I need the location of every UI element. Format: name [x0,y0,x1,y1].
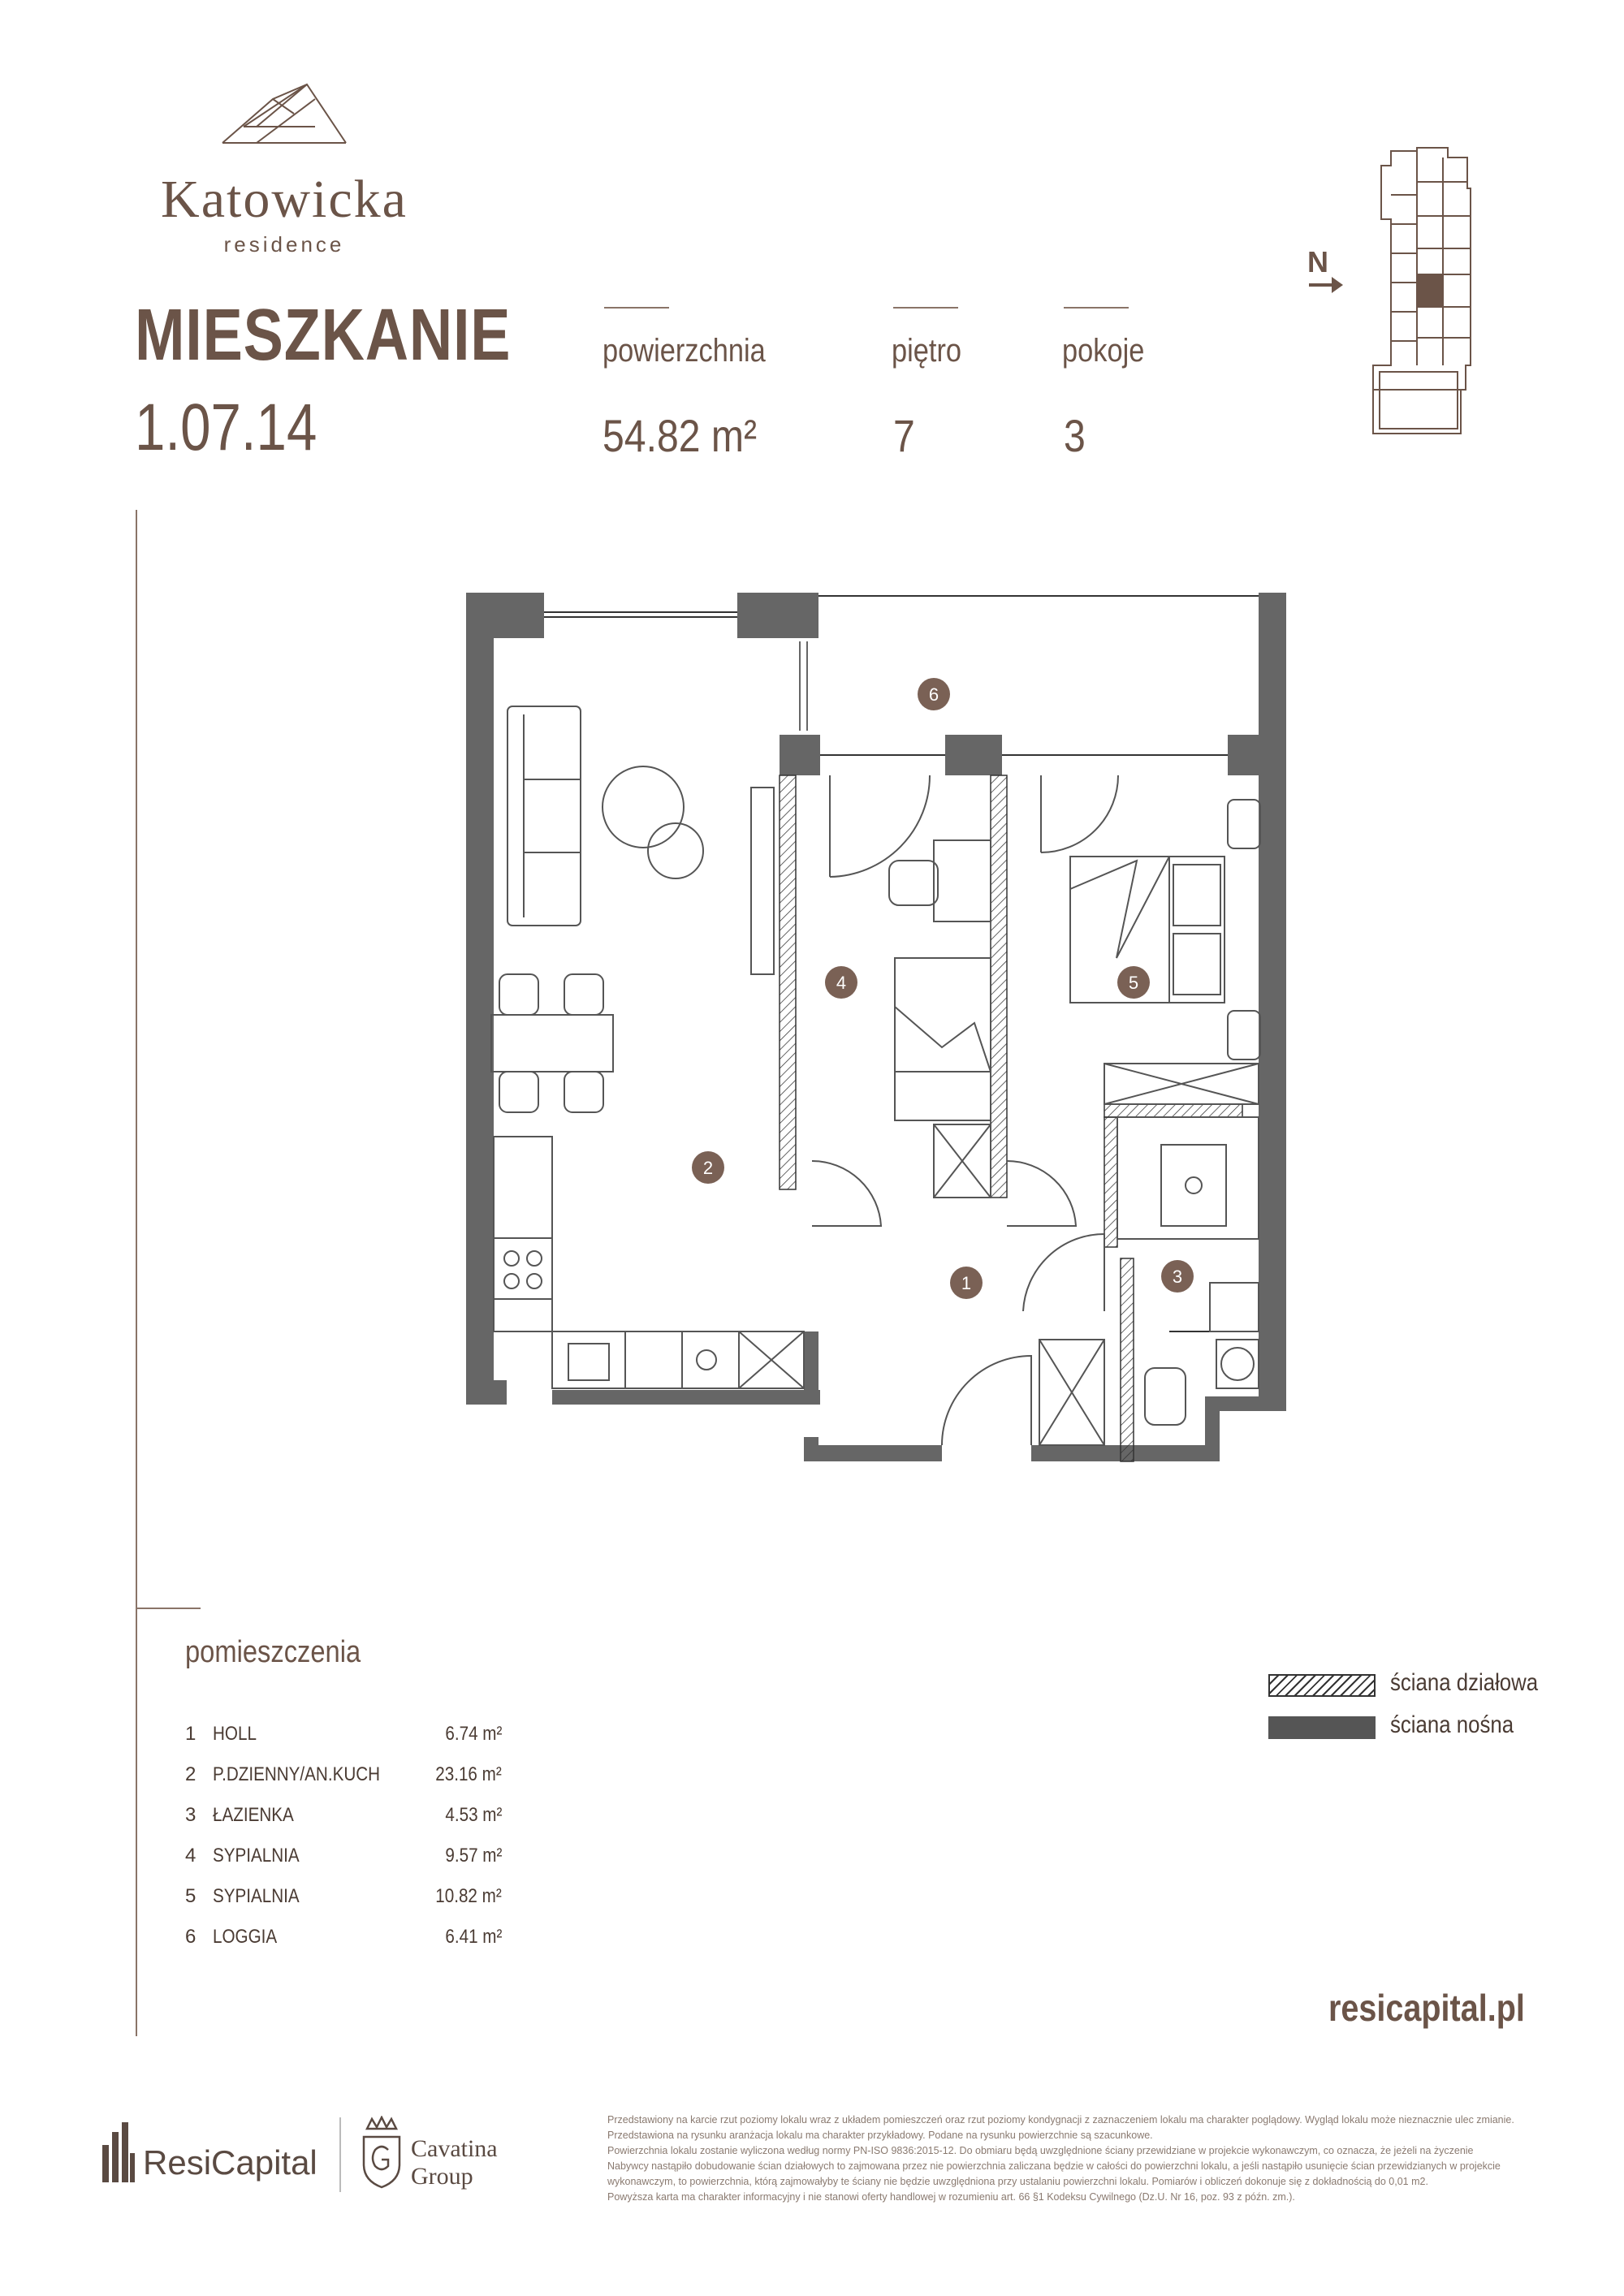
partition-wall-label: ściana działowa [1390,1669,1539,1696]
marker-4: 4 [836,973,847,993]
room-name: LOGGIA [213,1926,278,1948]
area-value: 54.82 m² [603,410,758,461]
katowicka-logo-icon [219,81,349,148]
disclaimer-line: Nabywcy nastąpiło dobudowanie ścian działowych to zajmowana przez nie powierzchnia zaliczana będzie w całości do powierzchni lokalu, a jeśli nastąpiło usunięcie ścian przewidzianych w projekcie [607,2160,1501,2172]
frame-line-horizontal [136,1608,201,1609]
room-name: HOLL [213,1723,257,1745]
room-area: 6.41 m² [445,1926,502,1948]
load-bearing-wall-swatch [1268,1716,1376,1739]
disclaimer-line: Powierzchnia lokalu zostanie wyliczona według normy PN-ISO 9836:2015-12. Do obmiaru będą uwzględnione ściany przewidziane w projekcie wykonawczym, co oznacza, że jeżeli na życzenie [607,2145,1474,2156]
room-area: 4.53 m² [445,1804,502,1826]
resicapital-logo-text: ResiCapital [143,2143,317,2182]
marker-5: 5 [1128,973,1139,993]
apartment-number: 1.07.14 [135,391,317,464]
room-name: SYPIALNIA [213,1885,300,1907]
room-number: 5 [185,1885,197,1907]
room-row [185,1763,502,1796]
room-row [185,1926,502,1958]
room-row [185,1723,502,1755]
room-number: 3 [185,1804,197,1826]
resicapital-logo-icon [101,2121,136,2184]
room-row [185,1804,502,1836]
marker-1: 1 [961,1273,972,1293]
room-number: 4 [185,1845,197,1867]
stat-rule-rooms [1064,307,1129,309]
rooms-label: pokoje [1062,333,1145,369]
disclaimer-line: Przedstawiony na karcie rzut poziomy lokalu wraz z układem pomieszczeń oraz rzut poziomy kondygnacji z zaznaczeniem lokalu ma charakter poglądowy. Wygląd lokalu może nieznacznie ulec zmianie. [607,2114,1514,2126]
stat-rule-area [604,307,669,309]
floor-value: 7 [893,410,915,461]
room-number: 1 [185,1723,197,1745]
stat-rule-floor [893,307,958,309]
floor-label: piętro [892,333,962,369]
north-arrow-icon [1307,274,1345,296]
frame-line-vertical [136,510,137,2036]
rooms-value: 3 [1064,410,1086,461]
marker-3: 3 [1172,1267,1183,1287]
brand-name: Katowicka [161,170,408,229]
disclaimer-line: wykonawczym, to powierzchnia, którą zajmowałyby te ściany nie będzie uwzględniona przy ustalaniu powierzchni lokalu. Pomiarów i obliczeń dokonuje się z dokładnością do 0,01 m2. [607,2176,1428,2187]
room-name: SYPIALNIA [213,1845,300,1867]
building-key-plan-icon [1368,146,1474,442]
rooms-heading: pomieszczenia [185,1635,361,1669]
room-row [185,1885,502,1918]
disclaimer-line: Przedstawiona na rysunku aranżacja lokalu ma charakter przykładowy. Podane na rysunku powierzchnie są szacunkowe. [607,2130,1153,2141]
brand-subtitle: residence [223,232,345,257]
cavatina-logo-text: Cavatina [411,2135,498,2162]
legal-disclaimer [607,2113,1533,2205]
cavatina-crest-icon [361,2116,403,2189]
room-row [185,1845,502,1877]
cavatina-logo-subtext: Group [411,2163,473,2190]
marker-2: 2 [702,1158,714,1178]
marker-6: 6 [928,684,939,705]
room-area: 6.74 m² [445,1723,502,1745]
north-label: N [1307,245,1328,278]
room-number: 6 [185,1926,197,1948]
floor-plan [455,585,1315,1470]
partition-wall-swatch [1268,1674,1376,1697]
room-number: 2 [185,1763,197,1785]
room-area: 23.16 m² [435,1763,502,1785]
area-label: powierzchnia [603,333,766,369]
room-area: 10.82 m² [435,1885,502,1907]
room-name: ŁAZIENKA [213,1804,294,1826]
disclaimer-line: Powyższa karta ma charakter informacyjny i nie stanowi oferty handlowej w rozumieniu art. 66 §1 Kodeksu Cywilnego (Dz.U. Nr 16, poz. 93 z późn. zm.). [607,2191,1295,2203]
website-link[interactable]: resicapital.pl [1328,1987,1525,2029]
room-area: 9.57 m² [445,1845,502,1867]
footer-divider [339,2117,341,2192]
room-name: P.DZIENNY/AN.KUCH [213,1763,381,1785]
load-bearing-wall-label: ściana nośna [1390,1711,1514,1738]
page-title: MIESZKANIE [135,295,512,376]
